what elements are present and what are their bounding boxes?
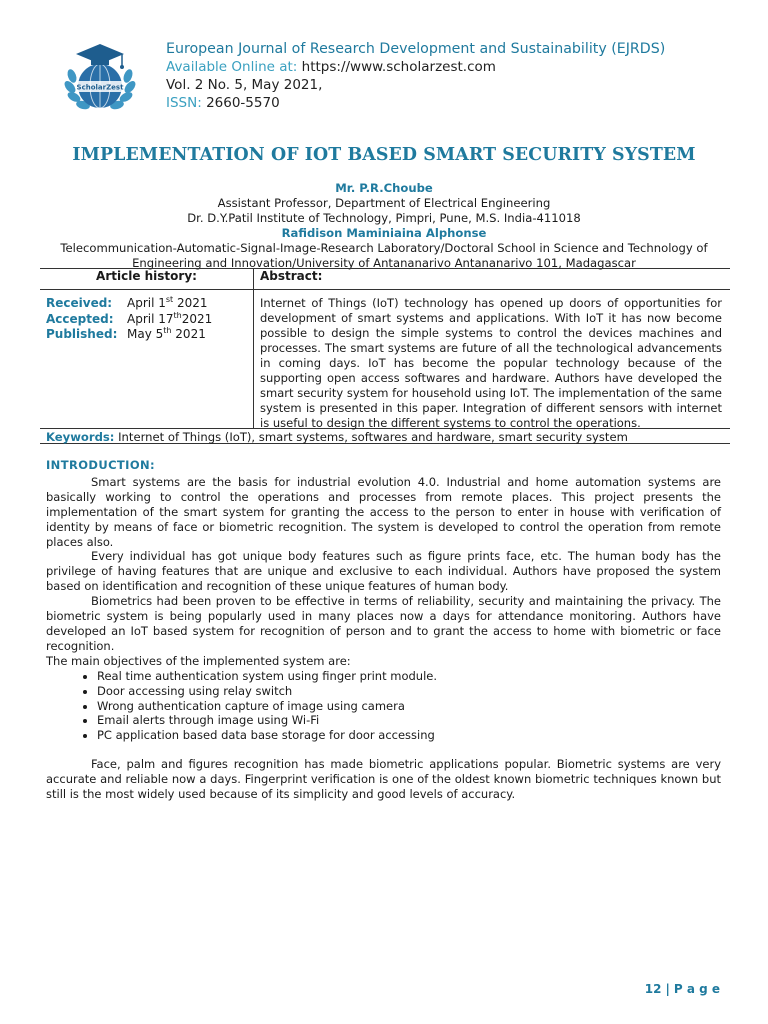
paragraph: The main objectives of the implemented system are: bbox=[46, 653, 351, 668]
issn-label: ISSN: bbox=[166, 95, 202, 111]
abstract-heading: Abstract: bbox=[260, 269, 323, 283]
objectives-list bbox=[46, 669, 721, 744]
accepted-label: Accepted: bbox=[46, 311, 114, 326]
list-item: • Email alerts through image using Wi-Fi bbox=[97, 713, 721, 728]
paragraph: Face, palm and figures recognition has made biometric applications popular. Biometric systems are very accurate and reliable now a days. Fingerprint verification is one of the oldest known biometric techniques known but still is the most widely used because of its simplicity and good levels of accuracy. bbox=[46, 757, 721, 802]
article-history bbox=[46, 296, 212, 343]
list-item: • Door accessing using relay switch bbox=[97, 684, 721, 699]
section-heading: INTRODUCTION: bbox=[46, 458, 156, 472]
volume-info: Vol. 2 No. 5, May 2021, bbox=[166, 77, 323, 93]
list-item: • Wrong authentication capture of image using camera bbox=[97, 699, 721, 714]
available-label: Available Online at: bbox=[166, 59, 298, 75]
paragraph: Smart systems are the basis for industrial evolution 4.0. Industrial and home automation systems are basically working to control the operations and processes from remote places. This project presents the implementation of the smart system for granting the access to the person to enter in house with verification of identity by means of face or biometric recognition. The system is developed to control the operation from remote places also. bbox=[46, 474, 721, 549]
accepted-year: 2021 bbox=[181, 311, 213, 326]
issn-value: 2660-5570 bbox=[206, 95, 280, 111]
published-label: Published: bbox=[46, 327, 118, 341]
article-history-heading: Article history: bbox=[96, 269, 197, 283]
author-1-affiliation-1: Assistant Professor, Department of Electrical Engineering bbox=[217, 196, 551, 210]
author-2-name: Rafidison Maminiaina Alphonse bbox=[281, 226, 487, 240]
keywords-row bbox=[46, 430, 628, 444]
keywords-label: Keywords: bbox=[46, 430, 115, 444]
paper-body bbox=[46, 458, 721, 802]
table-column-divider bbox=[253, 268, 254, 428]
author-2-affiliation-2: Engineering and Innovation/University of Antananarivo Antananarivo 101, Madagascar bbox=[132, 256, 636, 270]
received-row bbox=[46, 296, 212, 312]
logo-text: ScholarZest bbox=[76, 83, 124, 92]
author-1-affiliation-2: Dr. D.Y.Patil Institute of Technology, Pimpri, Pune, M.S. India-411018 bbox=[187, 211, 581, 225]
journal-name: European Journal of Research Development and Sustainability (EJRDS) bbox=[166, 41, 666, 57]
received-year: 2021 bbox=[173, 296, 208, 310]
received-sup: st bbox=[165, 295, 174, 304]
issn-line bbox=[166, 94, 746, 112]
abstract-text: Internet of Things (IoT) technology has opened up doors of opportunities for development of smart systems and applications. With IoT it has now become possible to design the simple systems to control the devices machines and processes. The smart systems are future of all the technological advancements in coming days. IoT has become the popular technology because of the supporting open access softwares and hardware. Authors have developed the smart security system for household using IoT. The implementation of the same system is presented in this paper. Integration of different sensors with internet is useful to design the different systems to control the operations. bbox=[260, 296, 722, 430]
keywords-value: Internet of Things (IoT), smart systems, softwares and hardware, smart security system bbox=[118, 430, 628, 444]
received-day: April 1 bbox=[127, 296, 166, 310]
published-day: May 5 bbox=[127, 327, 164, 341]
page-label: P a g e bbox=[673, 982, 720, 996]
availability-line bbox=[166, 58, 746, 76]
scholarzest-logo-icon bbox=[58, 40, 142, 116]
author-block bbox=[40, 181, 728, 271]
article-info-table bbox=[40, 268, 730, 443]
journal-header bbox=[166, 40, 746, 112]
table-header-rule bbox=[40, 289, 730, 290]
paragraph: Biometrics had been proven to be effective in terms of reliability, security and maintaining the privacy. The biometric system is being popularly used in many places now a days for attendance monitoring. Authors have developed an IoT based system for recognition of person and to grant the access to home with biometric or face recognition. bbox=[46, 594, 721, 653]
page-number: 12 bbox=[644, 982, 662, 996]
accepted-row bbox=[46, 312, 212, 328]
published-year: 2021 bbox=[171, 327, 206, 341]
journal-url-link[interactable]: https://www.scholarzest.com bbox=[301, 59, 496, 75]
list-item: • PC application based data base storage for door accessing bbox=[97, 728, 721, 743]
author-1-name: Mr. P.R.Choube bbox=[335, 181, 433, 195]
paragraph: Every individual has got unique body features such as figure prints face, etc. The human body has the privilege of having features that are unique and exclusive to each individual. Authors have proposed the system based on identification and recognition of these unique features of human body. bbox=[46, 549, 721, 594]
published-sup: th bbox=[163, 326, 172, 335]
author-2-affiliation-1: Telecommunication-Automatic-Signal-Image-Research Laboratory/Doctoral School in Science and Technology of bbox=[60, 241, 708, 255]
accepted-sup: th bbox=[173, 310, 182, 320]
received-label: Received: bbox=[46, 296, 113, 310]
published-row bbox=[46, 327, 212, 343]
paper-title: IMPLEMENTATION OF IOT BASED SMART SECURITY SYSTEM bbox=[72, 145, 696, 165]
footer-separator: | bbox=[665, 982, 670, 996]
accepted-day: April 17 bbox=[127, 311, 174, 326]
page-footer bbox=[645, 982, 720, 996]
list-item: • Real time authentication system using finger print module. bbox=[97, 669, 721, 684]
